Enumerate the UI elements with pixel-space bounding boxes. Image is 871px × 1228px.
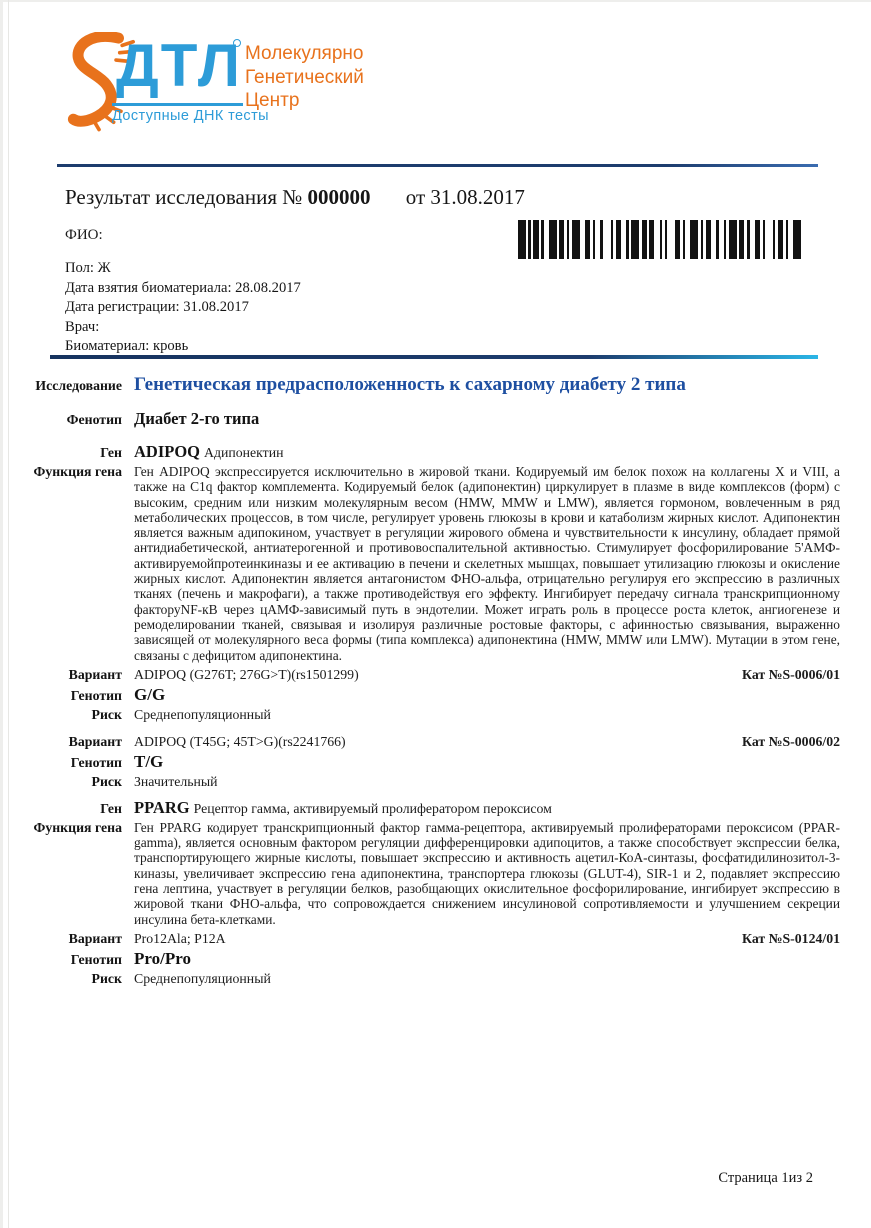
catalog-number: Кат №S-0006/01 — [742, 666, 840, 682]
risk-label: Риск — [91, 970, 122, 986]
barcode — [518, 220, 801, 259]
risk-row — [0, 774, 841, 790]
trademark-circle-icon — [233, 39, 241, 47]
logo-subtitle: Доступные ДНК тесты — [112, 108, 269, 124]
patient-doctor-line: Врач: — [65, 318, 100, 335]
phenotype-row — [0, 409, 841, 429]
genotype-value: T/G — [134, 751, 164, 771]
study-row — [0, 374, 841, 396]
logo-tagline-word-3: Центр — [245, 90, 300, 111]
logo-tagline-word-1: Молекулярно — [245, 43, 364, 64]
logo-underline — [112, 103, 243, 106]
variant-label: Вариант — [68, 666, 122, 682]
logo-brand-text: ДТЛ — [116, 32, 242, 99]
variant-row — [0, 734, 841, 750]
patient-sample-date-line: Дата взятия биоматериала: 28.08.2017 — [65, 279, 301, 296]
risk-row — [0, 971, 841, 987]
genotype-value: Pro/Pro — [134, 948, 191, 968]
patient-registration-date-line: Дата регистрации: 31.08.2017 — [65, 299, 249, 316]
variant-label: Вариант — [68, 930, 122, 946]
gene-function-label: Функция гена — [33, 464, 122, 479]
result-title — [65, 185, 525, 210]
logo-tagline — [245, 42, 364, 113]
patient-info — [65, 259, 301, 357]
spacer — [0, 790, 841, 798]
result-label: Результат исследования № — [65, 185, 303, 209]
gene-description: Адипонектин — [204, 445, 284, 460]
gene-label: Ген — [100, 445, 122, 460]
risk-value: Значительный — [134, 773, 218, 789]
variant-row — [0, 931, 841, 947]
genotype-row — [0, 949, 841, 969]
genotype-label: Генотип — [70, 687, 122, 703]
variant-row — [0, 667, 841, 683]
catalog-number: Кат №S-0124/01 — [742, 930, 840, 946]
spacer — [0, 723, 841, 734]
gene-function-row-pparg — [0, 820, 841, 927]
result-date: от 31.08.2017 — [405, 185, 525, 209]
patient-biomaterial-line: Биоматериал: кровь — [65, 338, 189, 355]
gene-name: ADIPOQ — [134, 442, 200, 461]
genotype-row — [0, 752, 841, 772]
page-number: Страница 1из 2 — [718, 1170, 813, 1186]
risk-value: Среднепопуляционный — [134, 706, 271, 722]
gene-row-adipoq — [0, 442, 841, 462]
catalog-number: Кат №S-0006/02 — [742, 733, 840, 749]
separator-line-middle — [50, 355, 818, 359]
gene-function-row-adipoq — [0, 464, 841, 663]
gene-label: Ген — [100, 800, 122, 816]
study-label: Исследование — [35, 378, 122, 393]
phenotype-value: Диабет 2-го типа — [134, 409, 260, 428]
risk-label: Риск — [91, 773, 122, 789]
risk-label: Риск — [91, 706, 122, 722]
variant-name: Pro12Ala; P12A — [134, 930, 226, 946]
result-number: 000000 — [307, 185, 371, 209]
patient-sex-line: Пол: Ж — [65, 260, 111, 276]
risk-row — [0, 707, 841, 723]
gene-name: PPARG — [134, 797, 190, 817]
gene-function-text: Ген ADIPOQ экспрессируется исключительно в жировой ткани. Кодируемый им белок похож на коллагены X и VIII, а также на C1q фактор комплемента. Кодируемый белок (адипонектин) циркулирует в плазме в виде комплексов (форм) с высоким, средним или низким молекулярным весом (HMW, MMW и LMW), является гормоном, вовлеченным в ряд метаболических процессов, в том числе, регулирует уровень глюкозы в крови и катаболизм жирных кислот. Адипонектин является важным адипокином, участвует в регуляции жирового обмена и чувствительности к инсулину, обладает прямой антидиабетической, антиатерогенной и противовоспалительной активностью. Стимулирует фосфорилирование 5'АМФ-активируемойпротеинкиназы и ее активацию в печени и скелетных мышцах, повышает утилизацию глюкозы и окисление жирных кислот. Адипонектин является антагонистом ФНО-альфа, отрицательно регулируя его экспрессию в различных тканях (печень и макрофаги), а также противодействуя его эффекту. Ингибирует передачу сигнала транскрипционному факторуNF-кВ через цАМФ-зависимый путь в эндотелии. Может играть роль в процессе роста клеток, ангиогенезе и ремоделировании тканей, связывая и изолируя различные ростовые факторы, с афинностью связывания, выраженно зависящей от молекулярного веса формы (типа комплекса) адипонектина (HMW, MMW или LMW). Мутации в этом гене, связаны с дефицитом адипонектина. — [134, 464, 840, 663]
report-body — [0, 374, 841, 987]
separator-line-top — [57, 164, 818, 167]
genotype-row — [0, 685, 841, 705]
study-title: Генетическая предрасположенность к сахарному диабету 2 типа — [134, 374, 686, 395]
gene-function-label: Функция гена — [33, 819, 122, 835]
variant-label: Вариант — [68, 733, 122, 749]
fio-label: ФИО: — [65, 227, 103, 243]
phenotype-label: Фенотип — [66, 412, 122, 427]
variant-name: ADIPOQ (T45G; 45T>G)(rs2241766) — [134, 733, 346, 749]
genotype-label: Генотип — [70, 754, 122, 770]
logo-tagline-word-2: Генетический — [245, 66, 364, 88]
risk-value: Среднепопуляционный — [134, 970, 271, 986]
genotype-value: G/G — [134, 684, 166, 704]
gene-function-text: Ген PPARG кодирует транскрипционный фактор гамма-рецептора, активируемый пролифераторами пероксисом (PPAR-gamma), является основным фактором регуляции дифференцировки адипоцитов, а также способствует экспрессии белка, транспортирующего жирные кислоты, повышает экспрессию и активность ацетил-КоА-синтазы, фосфатидилинозитол-3-киназы, увеличивает экспрессию гена адипонектина, транспортера глюкозы (GLUT-4), SIR-1 и 2, подавляет экспрессию гена лептина, участвует в регуляции белков, разобщающих окислительное фосфорилирование, ингибирует экспрессию в жировой ткани ФНО-альфа, что сопровождается снижением инсулиновой сопротивляемости и улучшением секреции инсулина бета-клетками. — [134, 819, 840, 927]
genotype-label: Генотип — [70, 951, 122, 967]
gene-description: Рецептор гамма, активируемый пролифератором пероксисом — [193, 800, 552, 816]
variant-name: ADIPOQ (G276T; 276G>T)(rs1501299) — [134, 666, 359, 682]
gene-row-pparg — [0, 798, 841, 818]
